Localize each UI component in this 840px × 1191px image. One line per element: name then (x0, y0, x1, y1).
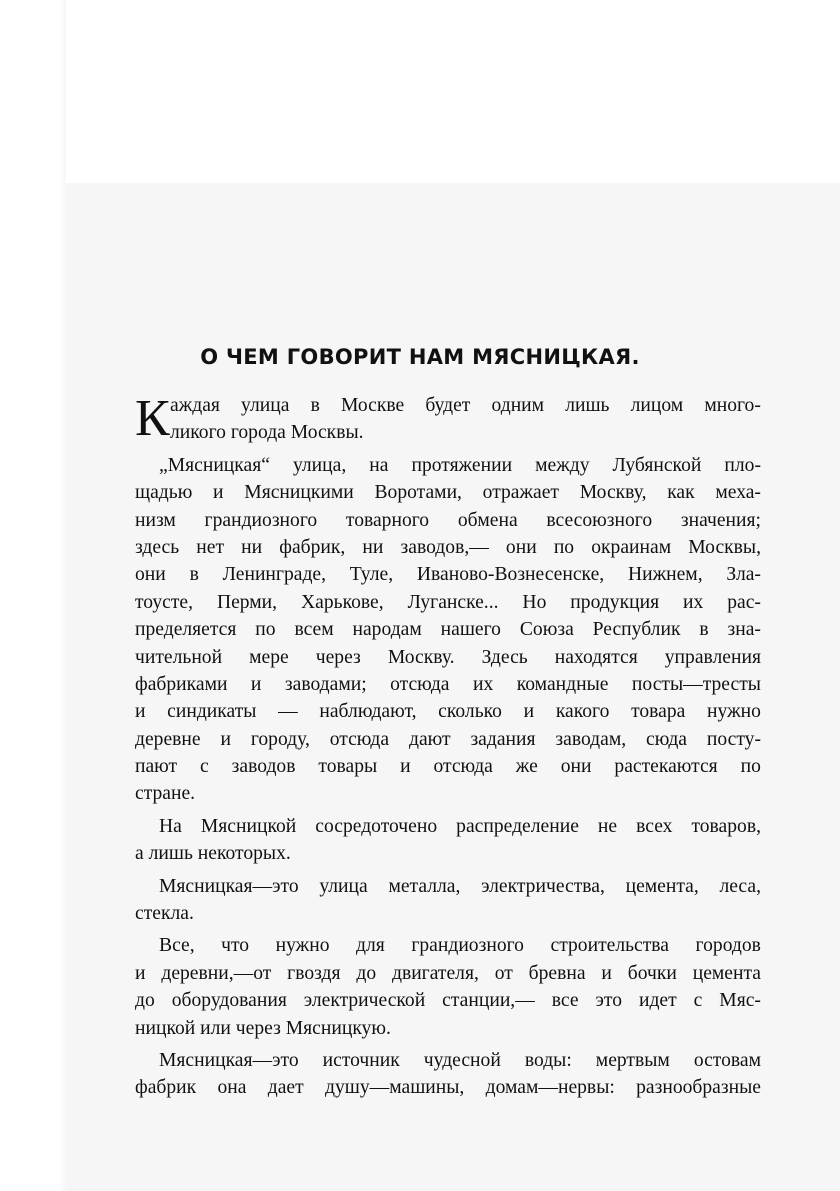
text-line (135, 726, 761, 753)
word: дают (408, 728, 451, 750)
text-line (135, 419, 761, 446)
text-line (135, 616, 761, 643)
word: с (200, 756, 209, 778)
word: всесоюзного (546, 509, 653, 531)
word: Мясницкой (200, 815, 297, 837)
word: их (472, 673, 494, 695)
word: и (523, 701, 535, 723)
drop-cap: К (135, 390, 170, 447)
word: они (505, 536, 537, 558)
word: рас- (727, 591, 761, 613)
paragraph (135, 932, 761, 1042)
word: бревна (528, 962, 586, 984)
paragraph (135, 392, 761, 447)
word: они (135, 564, 166, 586)
word: ницкой или через Мясницкую. (135, 1017, 391, 1039)
word: значения; (680, 509, 761, 531)
text-line (135, 840, 761, 867)
word: меха- (715, 482, 761, 504)
word: наблюдают, (319, 701, 417, 723)
word: синдикаты (167, 701, 257, 723)
word: всех (636, 815, 673, 837)
text-line (135, 960, 761, 987)
word: нужно (707, 701, 761, 723)
word: Все, (159, 935, 195, 957)
word: задания (470, 728, 536, 750)
word: Москву. (387, 646, 455, 668)
word: посту- (706, 728, 761, 750)
word: все (551, 990, 579, 1012)
word: нужно (275, 935, 330, 957)
word: отсюда (433, 756, 493, 778)
word: сколько (438, 701, 502, 723)
word: улица (319, 875, 368, 897)
word: командные (516, 673, 609, 695)
word: дает (267, 1077, 304, 1099)
word: ликого города Москвы. (170, 422, 364, 444)
text-line (135, 671, 761, 698)
page-top-margin (66, 0, 840, 183)
text-line (135, 1015, 761, 1042)
word: улица (241, 395, 290, 416)
text-line (135, 644, 761, 671)
word: зна- (727, 619, 761, 641)
word: и (601, 962, 612, 984)
word: в (699, 619, 709, 641)
word: Республик (592, 619, 681, 641)
word: Мяс- (719, 990, 761, 1012)
word: находятся (554, 646, 638, 668)
word: источник (322, 1049, 400, 1071)
word: управления (664, 646, 761, 668)
word: бочки (627, 962, 677, 984)
word: и (250, 673, 262, 695)
word: чудесной (423, 1049, 501, 1071)
word: товара (631, 701, 686, 723)
text-line (135, 392, 761, 419)
word: Воротами, (374, 482, 462, 504)
word: цемента (692, 962, 761, 984)
word: от (494, 962, 513, 984)
text-line (135, 813, 761, 840)
word: нашего (440, 619, 501, 641)
word: всем (294, 619, 334, 641)
word: электрической (303, 990, 426, 1012)
word: Харькове, (301, 591, 384, 613)
word: народам (352, 619, 422, 641)
word: по (740, 756, 761, 778)
word: Москвы, (688, 536, 761, 558)
text-line (135, 753, 761, 780)
word: лицом (630, 395, 684, 416)
word: металла, (388, 875, 461, 897)
word: отражает (482, 482, 559, 504)
word: Но (522, 591, 547, 613)
word: заводами; (284, 673, 367, 695)
paragraph (135, 452, 761, 808)
word: душу—машины, (324, 1077, 465, 1099)
word: аждая (170, 395, 220, 416)
word: и (135, 962, 146, 984)
word: гвоздя (287, 962, 341, 984)
word: в (310, 395, 320, 416)
text-line (135, 534, 761, 561)
word: что (221, 935, 250, 957)
word: Перми, (216, 591, 278, 613)
paragraph (135, 813, 761, 868)
word: ни (241, 536, 263, 558)
word: фабрик (135, 1077, 197, 1099)
word: не (597, 815, 618, 837)
word: фабриками (135, 673, 228, 695)
word: тоусте, (135, 591, 194, 613)
word: и (400, 756, 411, 778)
word: Мясницкими (244, 482, 354, 504)
word: мере (249, 646, 289, 668)
word: Ленинграде, (222, 564, 327, 586)
paragraph (135, 873, 761, 928)
word: и (135, 701, 146, 723)
word: нет (196, 536, 225, 558)
word: отсюда (390, 673, 450, 695)
word: Туле, (349, 564, 394, 586)
word: деревни,—от (161, 962, 272, 984)
word: в (189, 564, 199, 586)
word: для (356, 935, 385, 957)
word: пло- (724, 454, 761, 476)
word: и (213, 482, 224, 504)
word: их (683, 591, 704, 613)
page-title: О ЧЕМ ГОВОРИТ НАМ МЯСНИЦКАЯ. (200, 345, 640, 369)
word: стекла. (135, 903, 194, 925)
text-line (135, 873, 761, 900)
word: домам—нервы: (485, 1077, 615, 1099)
word: и (220, 728, 231, 750)
word: грандиозного (204, 509, 318, 531)
body-text (135, 392, 761, 1102)
word: до (356, 962, 377, 984)
text-line (135, 1047, 761, 1074)
word: окраинам (591, 536, 672, 558)
word: пределяется (135, 619, 237, 641)
word: же (515, 756, 538, 778)
word: оборудования (171, 990, 287, 1012)
word: одним (491, 395, 545, 416)
word: по (255, 619, 276, 641)
word: станции,— (442, 990, 535, 1012)
word: разнообразные (636, 1077, 761, 1099)
text-line (135, 698, 761, 725)
word: товары (318, 756, 378, 778)
word: между (535, 454, 590, 476)
word: с (693, 990, 703, 1012)
word: остовам (693, 1049, 761, 1071)
word: она (217, 1077, 247, 1099)
word: Москве (340, 395, 405, 416)
word: — (278, 701, 298, 723)
text-line (135, 561, 761, 588)
word: Мясницкая—это (159, 1049, 299, 1071)
word: мертвым (595, 1049, 670, 1071)
word: Лубянской (612, 454, 702, 476)
word: лишь (565, 395, 610, 416)
word: посты—тресты (631, 673, 761, 695)
word: товаров, (691, 815, 761, 837)
word: распределение (456, 815, 579, 837)
word: улица, (292, 454, 347, 476)
word: деревне (135, 728, 201, 750)
word: Мясницкая—это (159, 875, 299, 897)
text-line (135, 507, 761, 534)
word: продукция (570, 591, 660, 613)
word: леса, (719, 875, 761, 897)
word: через (315, 646, 361, 668)
word: цемента, (625, 875, 699, 897)
word: щадью (135, 482, 193, 504)
text-line (135, 932, 761, 959)
word: здесь (135, 536, 180, 558)
paragraph (135, 1047, 761, 1102)
word: сосредоточено (315, 815, 438, 837)
text-line (135, 479, 761, 506)
word: много- (704, 395, 761, 416)
word: чительной (135, 646, 223, 668)
word: ни (362, 536, 384, 558)
word: как (667, 482, 695, 504)
text-line (135, 452, 761, 479)
word: фабрик, (279, 536, 346, 558)
word: Здесь (481, 646, 528, 668)
word: это (595, 990, 623, 1012)
text-line (135, 589, 761, 616)
text-line (135, 780, 761, 807)
word: какого (555, 701, 610, 723)
word: идет (638, 990, 677, 1012)
word: Союза (519, 619, 574, 641)
word: Иваново-Вознесенске, (416, 564, 605, 586)
word: товарного (345, 509, 430, 531)
word: сюда (646, 728, 688, 750)
word: грандиозного (411, 935, 524, 957)
text-line (135, 1074, 761, 1101)
word: низм (135, 509, 176, 531)
word: Луганске... (407, 591, 499, 613)
word: заводов (231, 756, 296, 778)
word: протяжении (411, 454, 513, 476)
word: отсюда (329, 728, 390, 750)
word: электричества, (481, 875, 605, 897)
word: Зла- (726, 564, 761, 586)
word: стране. (135, 783, 196, 805)
word: заводам, (555, 728, 627, 750)
word: строительства (550, 935, 670, 957)
text-line (135, 900, 761, 927)
word: городов (695, 935, 761, 957)
word: на (369, 454, 389, 476)
word: по (553, 536, 575, 558)
word: На (159, 815, 182, 837)
word: Нижнем, (627, 564, 703, 586)
text-line (135, 987, 761, 1014)
word: двигателя, (391, 962, 479, 984)
word: они (560, 756, 592, 778)
word: „Мясницкая“ (159, 454, 270, 476)
word: заводов,— (400, 536, 489, 558)
word: городу, (250, 728, 310, 750)
word: воды: (524, 1049, 572, 1071)
word: будет (425, 395, 471, 416)
word: а лишь некоторых. (135, 843, 291, 865)
word: Москву, (579, 482, 647, 504)
word: до (135, 990, 155, 1012)
word: пают (135, 756, 178, 778)
word: обмена (457, 509, 518, 531)
word: растекаются (614, 756, 718, 778)
